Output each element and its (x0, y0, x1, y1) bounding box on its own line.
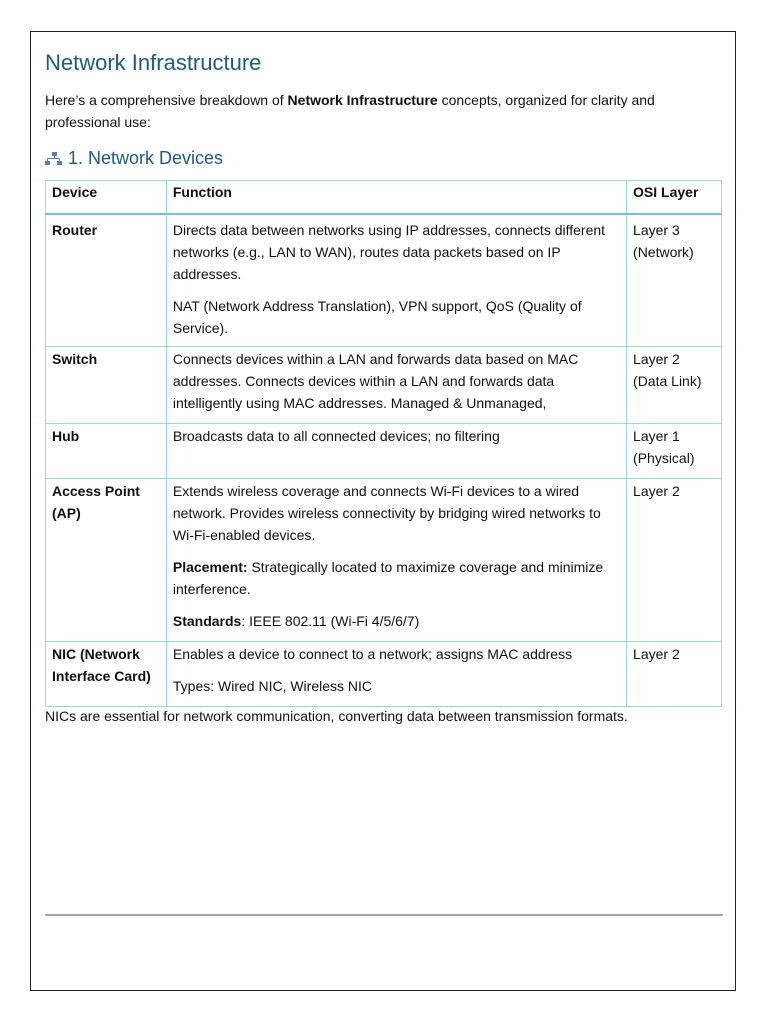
header-device: Device (46, 181, 167, 215)
table-row-nic (46, 641, 722, 706)
function-text: NAT (Network Address Translation), VPN support, QoS (Quality of Service). (172, 298, 582, 336)
device-cell: Hub (46, 423, 167, 478)
function-text: Connects devices within a LAN and forwards data based on MAC addresses. Connects devices within a LAN and forwards data intelligently using MAC addresses. Managed & Unmanaged, (172, 350, 579, 411)
intro-bold-term: Network Infrastructure (287, 92, 438, 108)
function-cell (166, 641, 626, 706)
device-cell: Access Point (AP) (46, 478, 167, 641)
placement-detail: Strategically located to maximize coverage and minimize interference. (172, 558, 604, 597)
header-osi-layer: OSI Layer (627, 181, 722, 215)
standards-detail: : IEEE 802.11 (Wi-Fi 4/5/6/7) (241, 612, 420, 629)
function-text: Types: Wired NIC, Wireless NIC (172, 677, 373, 694)
function-cell (166, 423, 626, 478)
function-text: Enables a device to connect to a network; assigns MAC address (172, 645, 573, 662)
function-cell (166, 346, 626, 423)
placement-label: Placement: (172, 558, 248, 575)
document-page (30, 31, 736, 991)
network-icon (45, 152, 63, 166)
page-title: Network Infrastructure (45, 50, 262, 75)
layer-cell: Layer 2 (627, 641, 722, 706)
function-text: Broadcasts data to all connected devices; no filtering (172, 427, 500, 444)
function-text: Directs data between networks using IP addresses, connects different networks (e.g., LAN to WAN), routes data packets based on IP addresses. (172, 222, 606, 282)
footnote: NICs are essential for network communication, converting data between transmission formats. (45, 708, 628, 724)
layer-cell: Layer 1 (Physical) (627, 423, 722, 478)
placement-text (173, 556, 620, 600)
table-row-switch (46, 346, 722, 423)
table-header-row (46, 181, 722, 215)
layer-cell: Layer 2 (627, 478, 722, 641)
function-cell (166, 478, 626, 641)
device-cell: Router (46, 214, 167, 346)
function-cell (166, 214, 626, 346)
device-cell: NIC (Network Interface Card) (46, 641, 167, 706)
function-text: Extends wireless coverage and connects Wi-Fi devices to a wired network. Provides wireless connectivity by bridging wired networks to Wi-Fi-enabled devices. (172, 482, 601, 543)
table-row-router (46, 214, 722, 346)
layer-cell: Layer 3 (Network) (627, 214, 722, 346)
device-cell: Switch (46, 346, 167, 423)
horizontal-divider (45, 914, 723, 916)
standards-text (173, 610, 620, 632)
standards-label: Standards (172, 612, 242, 629)
section-heading-text: 1. Network Devices (68, 148, 224, 168)
intro-text-end: concepts, organized for clarity and professional use: (45, 92, 655, 130)
header-function: Function (166, 181, 626, 215)
network-devices-table (45, 180, 722, 707)
table-row-hub (46, 423, 722, 478)
section-heading (45, 148, 223, 169)
table-row-access-point (46, 478, 722, 641)
intro-text-start: Here’s a comprehensive breakdown of (45, 92, 288, 108)
layer-cell: Layer 2 (Data Link) (627, 346, 722, 423)
intro-paragraph (45, 89, 715, 133)
